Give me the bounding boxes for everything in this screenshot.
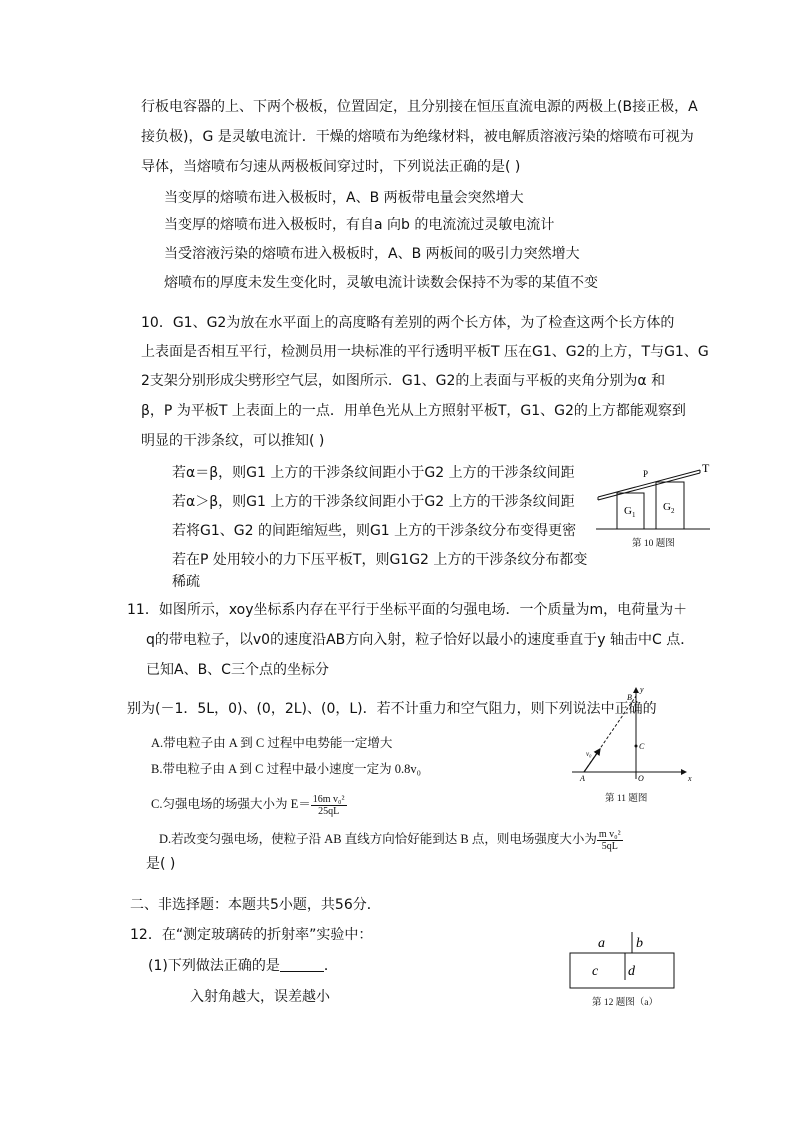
q10-option-d-continued: 稀疏 [172, 574, 200, 590]
q11-label-v0: v₀ [586, 750, 592, 758]
q11-stem-line2: q的带电粒子，以v0的速度沿AB方向入射，粒子恰好以最小的速度垂直于y 轴击中C 点． [146, 632, 695, 648]
q11-label-b: B [627, 693, 632, 702]
q10-label-g2: $G_2$ [663, 501, 675, 515]
q10-option-c: 若将G1、G2 的间距缩短些，则G1 上方的干涉条纹分布变得更密 [172, 523, 577, 539]
q11-stem-line4: 别为(－1．5L，0)、(0，2L)、(0，L)．若不计重力和空气阻力，则下列说法中正确的 [127, 701, 657, 717]
q11-option-d-numerator: m v₀² [598, 828, 621, 840]
q12-glass-block [570, 953, 674, 988]
q12-figure-caption: 第 12 题图（a） [592, 998, 658, 1008]
q10-label-g1: $G_1$ [624, 505, 636, 519]
q11-label-o: O [638, 774, 644, 783]
q11-option-c-fraction [311, 794, 347, 817]
q9-option-a: 当变厚的熔喷布进入极板时，A、B 两板带电量会突然增大 [164, 190, 524, 206]
q9-option-b: 当变厚的熔喷布进入极板时，有自a 向b 的电流流过灵敏电流计 [164, 217, 555, 233]
q11-option-a: A.带电粒子由 A 到 C 过程中电势能一定增大 [151, 736, 393, 750]
section2-heading: 二、非选择题：本题共5小题，共56分． [130, 897, 381, 913]
q12-sub1-end: ． [323, 958, 338, 974]
q10-stem-line1: 10．G1、G2为放在水平面上的高度略有差别的两个长方体，为了检查这两个长方体的 [141, 315, 675, 331]
q11-option-c [151, 790, 347, 818]
q10-stem-line3: 2支架分别形成尖劈形空气层，如图所示．G1、G2的上表面与平板的夹角分别为α 和 [141, 373, 666, 389]
q12-figure [566, 928, 680, 992]
q12-option-a: 入射角越大，误差越小 [190, 989, 330, 1005]
q10-plate-bottom [598, 473, 700, 500]
q10-stem-line2: 上表面是否相互平行，检测员用一块标准的平行透明平板T 压在G1、G2的上方，T与G1、G [141, 344, 709, 360]
q11-label-x: x [688, 774, 692, 783]
q11-label-a: A [580, 774, 585, 783]
q11-option-c-denominator: 25qL [318, 805, 340, 817]
q9-stem-line3: 导体，当熔喷布匀速从两极板间穿过时，下列说法正确的是( ) [141, 159, 521, 175]
q11-stem-line1: 11．如图所示，xoy坐标系内存在平行于坐标平面的匀强电场．一个质量为m，电荷量为＋ [127, 602, 688, 618]
q9-option-c: 当受溶液污染的熔喷布进入极板时，A、B 两板间的吸引力突然增大 [164, 246, 580, 262]
q12-label-b: b [636, 936, 643, 951]
q11-option-d-denominator: 5qL [601, 840, 618, 852]
q10-option-d: 若在P 处用较小的力下压平板T，则G1G2 上方的干涉条纹分布都变 [172, 552, 588, 568]
q11-option-c-text: C.匀强电场的场强大小为 E＝ [151, 797, 311, 811]
q10-plate-top [598, 470, 700, 497]
q10-figure [590, 462, 716, 542]
q11-label-y: y [640, 685, 644, 694]
q12-sub1-answer-blank[interactable] [280, 957, 324, 972]
q11-stem-line3: 已知A、B、C三个点的坐标分 [146, 662, 329, 678]
q10-figure-caption: 第 10 题图 [632, 539, 675, 549]
q11-figure [572, 684, 696, 784]
q10-label-t: T [702, 462, 710, 475]
q9-stem-line2: 接负极)，G 是灵敏电流计．干燥的熔喷布为绝缘材料，被电解质溶液污染的熔喷布可视为 [141, 129, 694, 145]
q9-option-d: 熔喷布的厚度未发生变化时，灵敏电流计读数会保持不为零的某值不变 [164, 275, 598, 291]
q12-stem: 12．在“测定玻璃砖的折射率”实验中： [130, 927, 373, 943]
q11-option-c-numerator: 16m v₀² [312, 793, 345, 805]
q11-option-b: B.带电粒子由 A 到 C 过程中最小速度一定为 0.8v₀ [151, 762, 421, 776]
q11-option-d-fraction [597, 829, 623, 852]
q10-label-p: P [643, 469, 649, 479]
q12-label-c: c [592, 964, 599, 979]
q11-point-c [635, 745, 638, 748]
q12-label-a: a [598, 936, 605, 951]
q11-label-c: C [639, 742, 645, 751]
q11-option-d-text: D.若改变匀强电场，使粒子沿 AB 直线方向恰好能到达 B 点，则电场强度大小为 [159, 832, 597, 846]
q10-option-a: 若α＝β，则G1 上方的干涉条纹间距小于G2 上方的干涉条纹间距 [172, 465, 575, 481]
q11-stem-tail: 是( ) [146, 856, 176, 872]
q12-label-d: d [628, 964, 635, 979]
q12-sub1-text: (1)下列做法正确的是 [148, 958, 280, 974]
q10-stem-line5: 明显的干涉条纹，可以推知( ) [141, 433, 325, 449]
q9-stem-line1: 行板电容器的上、下两个极板，位置固定，且分别接在恒压直流电源的两极上(B接正极，A [141, 99, 698, 115]
q10-stem-line4: β，P 为平板T 上表面上的一点．用单色光从上方照射平板T，G1、G2的上方都能观察到 [141, 403, 686, 419]
q12-sub1 [148, 956, 338, 976]
q11-figure-caption: 第 11 题图 [605, 794, 648, 804]
q10-option-b: 若α＞β，则G1 上方的干涉条纹间距小于G2 上方的干涉条纹间距 [172, 494, 575, 510]
q11-option-d [159, 825, 623, 853]
